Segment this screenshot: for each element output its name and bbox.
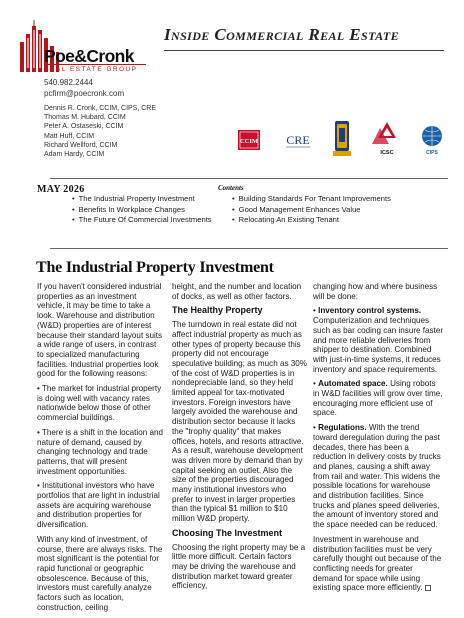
bullet-label: Inventory control systems. [318, 306, 422, 316]
contents-item[interactable]: • The Industrial Property Investment [72, 194, 212, 205]
contact-info [44, 77, 124, 99]
bullet-item: • There is a shift in the location and nature of demand, caused by changing technology and trade patterns, that will present investment opportunities. [37, 427, 163, 476]
staff-member: Thomas M. Hubard, CCIM [44, 114, 126, 122]
bullet-label: Regulations. [318, 423, 367, 433]
bullet-item: • Inventory control systems. Computerization and techniques such as bar coding can insure faster and more reliable deliveries from shipper to destination. Combined with just-in-time systems, it reduces inventory and space requirements. [313, 306, 444, 374]
article-column-2 [172, 282, 308, 596]
contents-item[interactable]: • The Future Of Commercial Investments [72, 215, 212, 226]
phone-number: 540.982.2444 [44, 78, 93, 87]
contents-heading: Contents [218, 184, 244, 192]
article-column-1 [37, 282, 163, 618]
paragraph: With any kind of investment, of course, there are always risks. The most significant is the potential for rapid functional or geographic obsolescence. Because of this, investors must carefully analyze factors such as location, construction, ceiling [37, 534, 163, 612]
bullet-text: With the trend toward deregulation during the past decades, there has been a reduction in delivery costs by trucks and planes, causing a shift away from rail and water. This widens the possible locations for warehouse and distribution facilities. Since trucks and planes speed deliveries, the amount of inventory stored and the space needed can be reduced. [313, 423, 441, 530]
paragraph: height, and the number and location of docks, as well as other factors. [172, 282, 302, 301]
email-link[interactable]: pcfirm@poecronk.com [44, 89, 125, 98]
contents-item[interactable]: • Good Management Enhances Value [232, 205, 391, 216]
ccim-badge-icon [238, 130, 260, 150]
paragraph: Choosing the right property may be a little more difficult. Certain factors may be driving the warehouse and distribution market toward greater efficiency, [172, 542, 306, 591]
section-heading: The Healthy Property [172, 305, 263, 316]
staff-list [44, 104, 156, 159]
bullet-label: Automated space. [318, 379, 388, 389]
bullet-item: • Regulations. With the trend toward deregulation during the past decades, there has been a reduction in delivery costs by trucks and planes, causing a shift away from rail and water. This widens the possible locations for warehouse and distribution facilities. Since trucks and planes speed deliveries, the amount of inventory stored and the space needed can be reduced. [313, 423, 441, 530]
staff-member: Matt Huff, CCIM [44, 132, 95, 140]
paragraph: The turndown in real estate did not affect industrial property as much as other types of property because this property did not encourage speculative building; as much as 30% of the cost of W&D properties is in nondepreciable land, so they held limited appeal for tax-motivated investors. Foreign investors have largely avoided the warehouse and distribution sector because it lacks the "trophy quality" that makes offices, hotels, and resorts attractive. As a result, warehouse development was driven more by demand than by capital seeking an outlet. Also the size of the properties discouraged many institutional investors who prefer to invest in larger properties than the typical $1 million to $10 million W&D property. [172, 320, 307, 524]
end-mark-icon [425, 585, 431, 591]
badge-text: CCIM [239, 138, 259, 145]
logo-name: Poe&Cronk [44, 46, 134, 66]
article-column-3 [313, 282, 444, 598]
affiliation-badges [232, 118, 446, 162]
sior-badge-icon [332, 120, 352, 158]
paragraph: If you haven't considered industrial properties as an investment vehicle, it may be time to take a look. Warehouse and distribution (W&D) properties are of interest because their standard layout suits a wide range of users, in contrast to specialized manufacturing facilities. Industrial properties look good for the following reasons: [37, 282, 163, 379]
bullet-text: Using robots in W&D facilities will grow over time, encouraging more efficient use of space. [313, 379, 443, 418]
paragraph [313, 535, 444, 593]
contents-item[interactable]: • Relocating An Existing Tenant [232, 215, 391, 226]
contents-item[interactable]: • Benefits In Workplace Changes [72, 205, 212, 216]
contents-list-left [72, 194, 212, 226]
title-rule [164, 50, 444, 51]
bullet-item: • Automated space. Using robots in W&D facilities will grow over time, encouraging more efficient use of space. [313, 379, 443, 418]
article-title: The Industrial Property Investment [36, 259, 274, 276]
staff-member: Peter A. Ostaseski, CCIM [44, 123, 124, 131]
bullet-text: Computerization and techniques such as bar coding can insure faster and more reliable deliveries from shipper to destination. Combined with just-in-time systems, it reduces inventory and space requirements. [313, 316, 444, 374]
bullet-item: • Institutional investors who have portfolios that are light in industrial assets are acquiring warehouse and distribution properties for diversification. [37, 481, 160, 530]
issue-date: MAY 2026 [37, 184, 85, 195]
icsc-badge-icon [374, 120, 400, 158]
staff-member: Adam Hardy, CCIM [44, 151, 105, 159]
logo-tagline: REAL ESTATE GROUP [44, 64, 146, 73]
badge-text: ICSC [380, 150, 394, 156]
staff-member: Richard Wellford, CCIM [44, 141, 118, 149]
bullet-item: • The market for industrial property is doing well with vacancy rates nationwide below those of other commercial buildings. [37, 384, 162, 423]
newsletter-title: Inside Commercial Real Estate [164, 25, 400, 44]
contents-item[interactable]: • Building Standards For Tenant Improvements [232, 194, 391, 205]
paragraph: changing how and where business will be done: [313, 282, 438, 301]
cips-badge-icon [420, 124, 444, 156]
section-heading: Choosing The Investment [172, 527, 283, 538]
badge-text: CRE [286, 133, 310, 147]
badge-text: CIPS [426, 150, 438, 156]
staff-member: Dennis R. Cronk, CCIM, CIPS, CRE [44, 105, 157, 112]
contents-list-right [232, 194, 391, 226]
paragraph-text: Investment in warehouse and distribution facilities must be very carefully thought out because of the conflicting needs for greater demand for space while using existing space more efficiently. [313, 534, 442, 593]
cre-badge-icon [284, 128, 312, 152]
